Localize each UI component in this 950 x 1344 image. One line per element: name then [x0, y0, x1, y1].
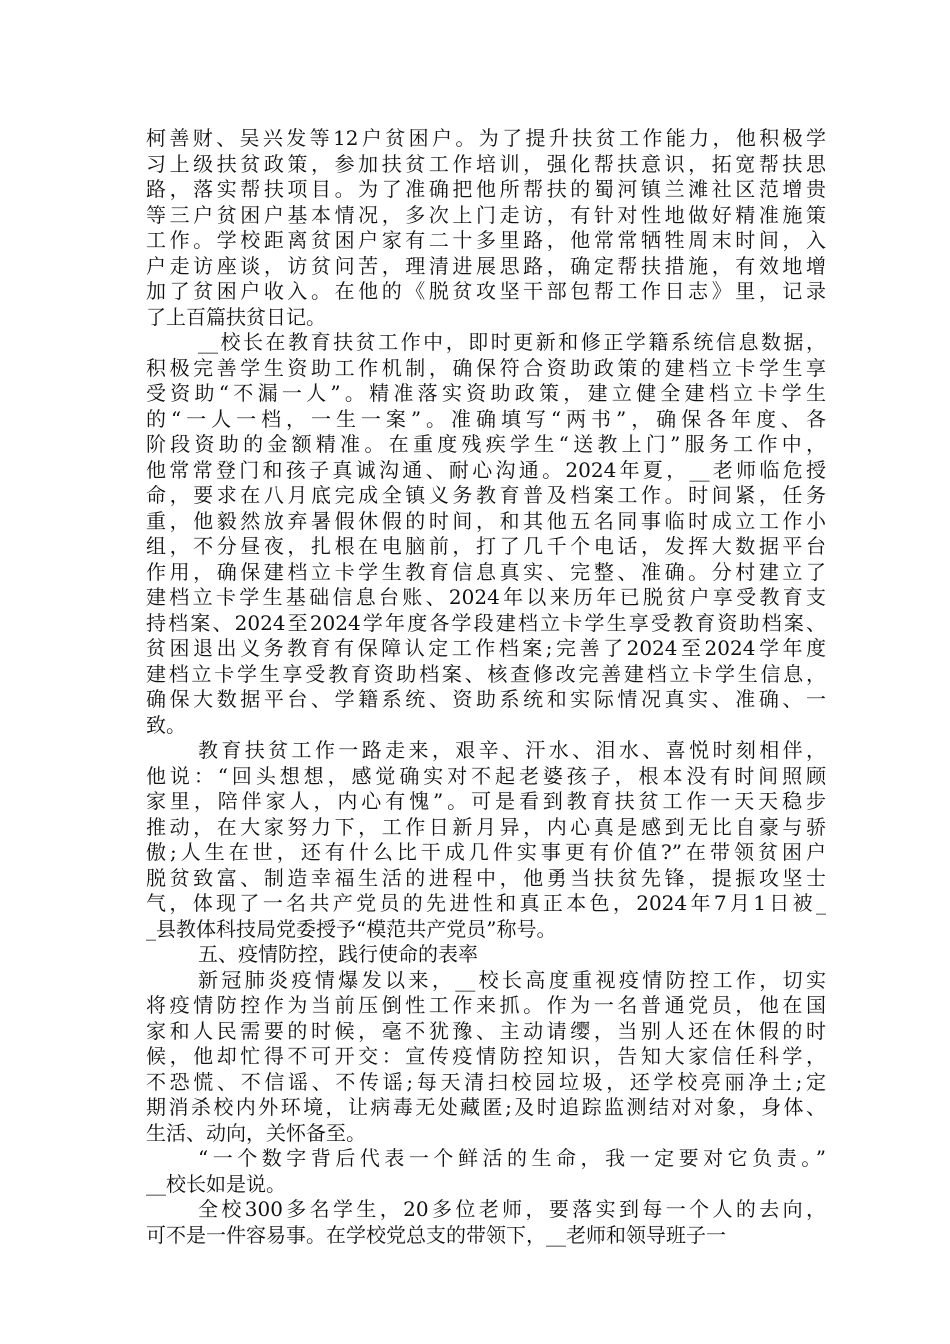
paragraph [146, 330, 826, 738]
paragraph-line: __校长在教育扶贫工作中，即时更新和修正学籍系统信息数据， [198, 330, 826, 354]
paragraph-line: 命，要求在八月底完成全镇义务教育普及档案工作。时间紧，任务 [146, 483, 826, 507]
paragraph-line: 等三户贫困户基本情况，多次上门走访，有针对性地做好精准施策 [146, 202, 826, 227]
paragraph-line: 加了贫困户收入。在他的《脱贫攻坚干部包帮工作日志》里，记录 [146, 279, 826, 303]
paragraph-line: 新冠肺炎疫情爆发以来，__校长高度重视疫情防控工作，切实 [198, 967, 826, 992]
paragraph-line: 推动，在大家努力下，工作日新月异，内心真是感到无比自豪与骄 [146, 814, 826, 839]
paragraph-line: 组，不分昼夜，扎根在电脑前，打了几千个电话，发挥大数据平台 [146, 534, 826, 558]
paragraph-line: 重，他毅然放弃暑假休假的时间，和其他五名同事临时成立工作小 [146, 508, 826, 533]
paragraph [146, 1146, 826, 1197]
paragraph-line: 习上级扶贫政策，参加扶贫工作培训，强化帮扶意识，拓宽帮扶思 [146, 151, 826, 176]
paragraph-line: 致。 [146, 712, 186, 737]
paragraph-line: 傲;人生在世，还有什么比干成几件实事更有价值?”在带领贫困户 [146, 840, 826, 864]
paragraph [146, 126, 826, 330]
paragraph-line: __校长如是说。 [146, 1171, 286, 1196]
heading-text: 五、疫情防控，践行使命的表率 [198, 942, 478, 966]
paragraph-line: 全校300多名学生，20多位老师，要落实到每一个人的去向， [198, 1197, 826, 1221]
document-body [146, 126, 826, 1248]
paragraph-line: 工作。学校距离贫困户家有二十多里路，他常常牺牲周末时间，入 [146, 228, 826, 252]
paragraph-line: 不恐慌、不信谣、不传谣;每天清扫校园垃圾，还学校亮丽净土;定 [146, 1069, 826, 1094]
paragraph-line: 确保大数据平台、学籍系统、资助系统和实际情况真实、准确、一 [146, 687, 826, 711]
document-page [146, 126, 826, 1248]
paragraph-line: “一个数字背后代表一个鲜活的生命，我一定要对它负责。” [198, 1146, 826, 1170]
paragraph-line: 他说：“回头想想，感觉确实对不起老婆孩子，根本没有时间照顾 [146, 763, 826, 788]
paragraph-line: _县教体科技局党委授予“模范共产党员”称号。 [146, 916, 557, 941]
paragraph-line: 持档案、2024至2024学年度各学段建档立卡学生享受教育资助档案、 [146, 610, 826, 635]
paragraph-line: 教育扶贫工作一路走来，艰辛、汗水、泪水、喜悦时刻相伴， [198, 738, 826, 762]
paragraph-line: 户走访座谈，访贫问苦，理清进展思路，确定帮扶措施，有效地增 [146, 253, 826, 278]
paragraph [146, 968, 826, 1147]
paragraph-line: 阶段资助的金额精准。在重度残疾学生“送教上门”服务工作中， [146, 432, 826, 456]
paragraph-line: 气，体现了一名共产党员的先进性和真正本色，2024年7月1日被_ [146, 891, 826, 915]
paragraph-line: 受资助“不漏一人”。精准落实资助政策，建立健全建档立卡学生 [146, 381, 826, 405]
paragraph-line: 积极完善学生资助工作机制，确保符合资助政策的建档立卡学生享 [146, 355, 826, 380]
paragraph-line: 路，落实帮扶项目。为了准确把他所帮扶的蜀河镇兰滩社区范增贵 [146, 177, 826, 201]
paragraph-line: 建档立卡学生享受教育资助档案、核查修改完善建档立卡学生信息， [146, 661, 826, 686]
section-heading [146, 942, 826, 968]
paragraph-line: 候，他却忙得不可开交：宣传疫情防控知识，告知大家信任科学， [146, 1044, 826, 1068]
paragraph-line: 家和人民需要的时候，毫不犹豫、主动请缨，当别人还在休假的时 [146, 1018, 826, 1043]
paragraph-line: 了上百篇扶贫日记。 [146, 304, 326, 329]
paragraph [146, 1197, 826, 1248]
paragraph-line: 期消杀校内外环境，让病毒无处藏匿;及时追踪监测结对对象，身体、 [146, 1095, 826, 1119]
paragraph-line: 作用，确保建档立卡学生教育信息真实、完整、准确。分村建立了 [146, 559, 826, 584]
paragraph-line: 家里，陪伴家人，内心有愧”。可是看到教育扶贫工作一天天稳步 [146, 789, 826, 813]
paragraph-line: 柯善财、吴兴发等12户贫困户。为了提升扶贫工作能力，他积极学 [146, 126, 826, 150]
paragraph-line: 将疫情防控作为当前压倒性工作来抓。作为一名普通党员，他在国 [146, 993, 826, 1017]
paragraph-line: 的“一人一档，一生一案”。准确填写“两书”，确保各年度、各 [146, 406, 826, 431]
paragraph-line: 脱贫致富、制造幸福生活的进程中，他勇当扶贫先锋，提振攻坚士 [146, 865, 826, 890]
paragraph-line: 可不是一件容易事。在学校党总支的带领下，__老师和领导班子一 [146, 1222, 726, 1247]
paragraph [146, 738, 826, 942]
paragraph-line: 他常常登门和孩子真诚沟通、耐心沟通。2024年夏，__老师临危授 [146, 457, 826, 482]
paragraph-line: 生活、动向，关怀备至。 [146, 1120, 366, 1145]
paragraph-line: 建档立卡学生基础信息台账、2024年以来历年已脱贫户享受教育支 [146, 585, 826, 609]
paragraph-line: 贫困退出义务教育有保障认定工作档案;完善了2024至2024学年度 [146, 636, 826, 660]
